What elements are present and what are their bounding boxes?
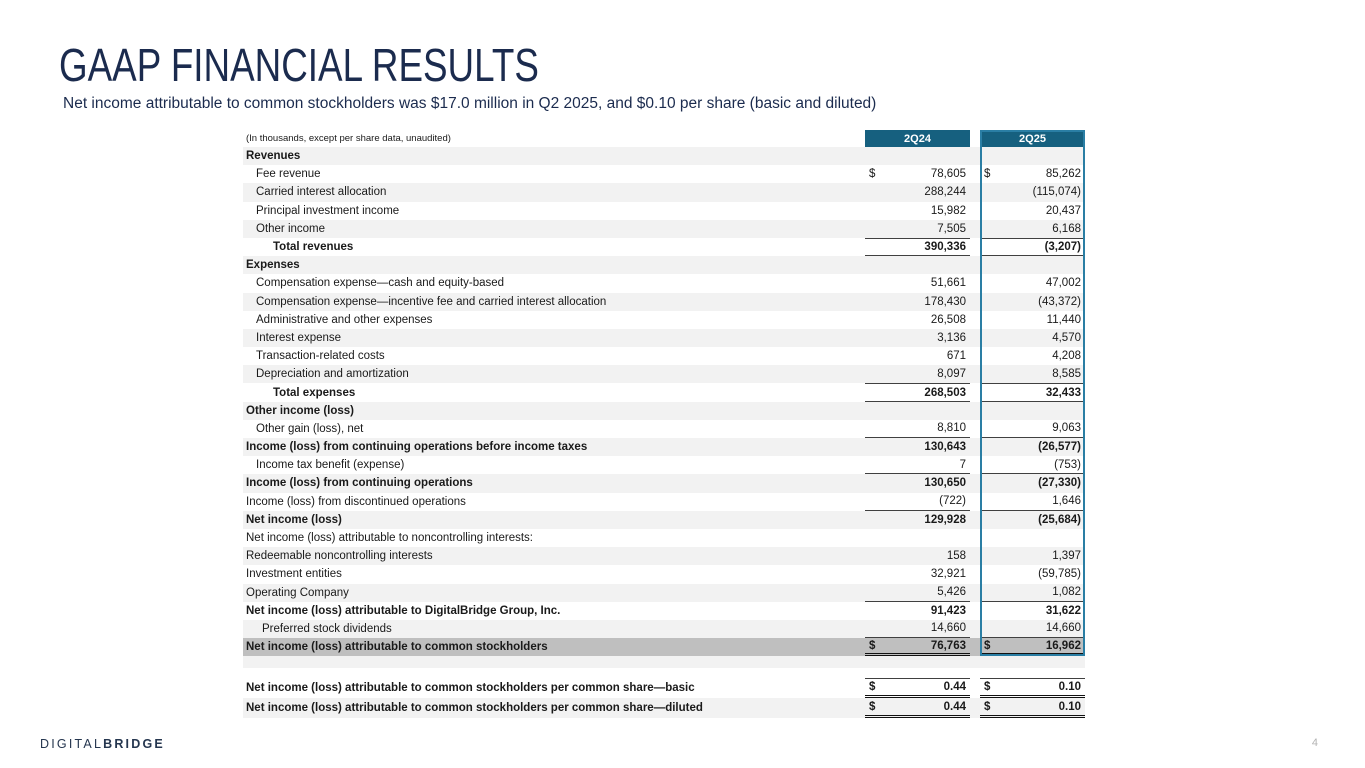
column-gap xyxy=(970,668,980,678)
value-cell-2q25 xyxy=(980,238,1085,256)
page-title xyxy=(59,39,659,91)
value-cell-2q24 xyxy=(865,311,970,329)
cell-value: 6,168 xyxy=(1052,222,1081,235)
cell-value: 8,585 xyxy=(1052,368,1081,381)
cell-value: (27,330) xyxy=(1038,477,1081,490)
column-gap xyxy=(970,220,980,238)
table-row xyxy=(243,165,1085,183)
value-cell-2q24 xyxy=(865,438,970,456)
column-gap xyxy=(970,529,980,547)
column-header-2q24: 2Q24 xyxy=(865,130,970,147)
column-gap xyxy=(970,698,980,718)
column-gap xyxy=(970,420,980,438)
column-gap xyxy=(970,165,980,183)
row-label: Compensation expense—cash and equity-based xyxy=(256,277,505,290)
column-gap xyxy=(970,656,980,668)
row-label: Net income (loss) attributable to DigitalBridge Group, Inc. xyxy=(246,604,561,617)
value-cell-2q25 xyxy=(980,347,1085,365)
column-gap xyxy=(970,638,980,656)
cell-value: 32,433 xyxy=(1045,386,1081,399)
logo-part-bridge: BRIDGE xyxy=(103,737,165,751)
cell-value: 91,423 xyxy=(930,604,966,617)
column-gap xyxy=(970,183,980,201)
value-cell-2q24 xyxy=(865,329,970,347)
row-label: Interest expense xyxy=(256,331,342,344)
row-label: Net income (loss) attributable to common stockholders xyxy=(246,641,548,654)
cell-value: (25,684) xyxy=(1038,513,1081,526)
value-cell-2q24 xyxy=(865,656,970,668)
row-label: Transaction-related costs xyxy=(256,350,385,363)
page-title-text: GAAP FINANCIAL RESULTS xyxy=(59,39,539,91)
row-label: Income tax benefit (expense) xyxy=(256,459,405,472)
cell-value: 3,136 xyxy=(937,331,966,344)
cell-value: 158 xyxy=(946,550,966,563)
cell-value: 129,928 xyxy=(924,513,966,526)
cell-value: (753) xyxy=(1054,458,1081,471)
cell-value: 20,437 xyxy=(1045,204,1081,217)
value-cell-2q24 xyxy=(865,678,970,698)
row-label: Income (loss) from continuing operations xyxy=(246,477,473,490)
table-row xyxy=(243,584,1085,602)
cell-value: 16,962 xyxy=(1045,639,1081,652)
value-cell-2q25 xyxy=(980,565,1085,583)
column-gap xyxy=(970,311,980,329)
column-gap xyxy=(970,678,980,698)
value-cell-2q24 xyxy=(865,511,970,529)
cell-value: 5,426 xyxy=(937,586,966,599)
value-cell-2q24 xyxy=(865,584,970,602)
column-gap xyxy=(970,547,980,565)
row-label: Depreciation and amortization xyxy=(256,368,409,381)
row-label: Administrative and other expenses xyxy=(256,313,433,326)
column-gap xyxy=(970,602,980,620)
value-cell-2q25 xyxy=(980,474,1085,492)
table-row xyxy=(243,493,1085,511)
table-row xyxy=(243,183,1085,201)
value-cell-2q25 xyxy=(980,438,1085,456)
value-cell-2q25 xyxy=(980,220,1085,238)
row-label: Net income (loss) attributable to common stockholders per common share—diluted xyxy=(246,702,703,715)
row-label: Net income (loss) attributable to noncontrolling interests: xyxy=(246,532,534,545)
cell-value: (722) xyxy=(939,495,966,508)
table-row xyxy=(243,638,1085,656)
value-cell-2q25 xyxy=(980,183,1085,201)
value-cell-2q24 xyxy=(865,347,970,365)
column-gap xyxy=(970,293,980,311)
row-label: Net income (loss) xyxy=(246,513,342,526)
value-cell-2q25 xyxy=(980,529,1085,547)
value-cell-2q25 xyxy=(980,668,1085,678)
table-row-spacer xyxy=(243,668,1085,678)
value-cell-2q24 xyxy=(865,183,970,201)
table-row xyxy=(243,383,1085,401)
value-cell-2q25 xyxy=(980,678,1085,698)
financial-table-body xyxy=(243,147,1085,718)
value-cell-2q24 xyxy=(865,638,970,656)
row-label: Other gain (loss), net xyxy=(256,422,364,435)
value-cell-2q25 xyxy=(980,165,1085,183)
cell-value: 8,097 xyxy=(937,368,966,381)
value-cell-2q25 xyxy=(980,638,1085,656)
column-gap xyxy=(970,347,980,365)
row-label: Total expenses xyxy=(273,386,356,399)
value-cell-2q25 xyxy=(980,365,1085,383)
table-row xyxy=(243,420,1085,438)
value-cell-2q24 xyxy=(865,256,970,274)
cell-value: 14,660 xyxy=(1045,622,1081,635)
row-label: Operating Company xyxy=(246,586,349,599)
cell-value: 671 xyxy=(946,350,966,363)
slide-subtitle: Net income attributable to common stockholders was $17.0 million in Q2 2025, and $0.10 per share (basic and diluted) xyxy=(63,95,877,112)
cell-value: 11,440 xyxy=(1046,313,1081,326)
cell-value: 51,661 xyxy=(930,277,966,290)
value-cell-2q24 xyxy=(865,547,970,565)
table-row xyxy=(243,402,1085,420)
value-cell-2q24 xyxy=(865,668,970,678)
page-number: 4 xyxy=(1311,737,1318,749)
value-cell-2q25 xyxy=(980,402,1085,420)
cell-value: 78,605 xyxy=(930,168,966,181)
row-label xyxy=(243,656,865,668)
value-cell-2q24 xyxy=(865,383,970,401)
column-gap xyxy=(970,456,980,474)
column-gap xyxy=(970,474,980,492)
value-cell-2q25 xyxy=(980,420,1085,438)
value-cell-2q24 xyxy=(865,529,970,547)
cell-value: 0.44 xyxy=(943,681,966,694)
cell-value: 178,430 xyxy=(924,295,966,308)
cell-value: 76,763 xyxy=(930,639,966,652)
row-label: Fee revenue xyxy=(256,168,321,181)
cell-value: 47,002 xyxy=(1045,277,1081,290)
value-cell-2q25 xyxy=(980,511,1085,529)
value-cell-2q25 xyxy=(980,620,1085,638)
cell-value: 0.10 xyxy=(1058,700,1081,713)
cell-value: 288,244 xyxy=(924,186,966,199)
column-gap xyxy=(970,329,980,347)
cell-value: (59,785) xyxy=(1038,568,1081,581)
table-row xyxy=(243,220,1085,238)
table-row xyxy=(243,529,1085,547)
value-cell-2q25 xyxy=(980,602,1085,620)
cell-value: (26,577) xyxy=(1038,441,1081,454)
row-label: Preferred stock dividends xyxy=(262,622,392,635)
value-cell-2q25 xyxy=(980,456,1085,474)
column-gap xyxy=(970,365,980,383)
value-cell-2q24 xyxy=(865,238,970,256)
currency-symbol: $ xyxy=(869,681,876,694)
value-cell-2q24 xyxy=(865,620,970,638)
table-row xyxy=(243,438,1085,456)
value-cell-2q24 xyxy=(865,202,970,220)
cell-value: 8,810 xyxy=(937,422,966,435)
row-label: Redeemable noncontrolling interests xyxy=(246,550,433,563)
row-label: Net income (loss) attributable to common stockholders per common share—basic xyxy=(246,682,695,695)
column-gap xyxy=(970,383,980,401)
currency-symbol: $ xyxy=(869,168,876,181)
cell-value: 0.10 xyxy=(1058,681,1081,694)
value-cell-2q24 xyxy=(865,456,970,474)
table-row xyxy=(243,311,1085,329)
column-gap xyxy=(970,511,980,529)
value-cell-2q25 xyxy=(980,547,1085,565)
cell-value: 390,336 xyxy=(924,241,966,254)
row-label: Total revenues xyxy=(273,241,354,254)
cell-value: 130,643 xyxy=(924,441,966,454)
value-cell-2q24 xyxy=(865,420,970,438)
table-row xyxy=(243,274,1085,292)
row-label: Revenues xyxy=(246,150,301,163)
value-cell-2q24 xyxy=(865,274,970,292)
currency-symbol: $ xyxy=(984,168,991,181)
column-gap xyxy=(970,274,980,292)
value-cell-2q24 xyxy=(865,293,970,311)
cell-value: 130,650 xyxy=(924,477,966,490)
value-cell-2q25 xyxy=(980,311,1085,329)
value-cell-2q25 xyxy=(980,256,1085,274)
table-row xyxy=(243,329,1085,347)
cell-value: 0.44 xyxy=(943,700,966,713)
cell-value: 85,262 xyxy=(1045,168,1081,181)
value-cell-2q24 xyxy=(865,493,970,511)
value-cell-2q25 xyxy=(980,383,1085,401)
value-cell-2q24 xyxy=(865,402,970,420)
cell-value: 4,208 xyxy=(1052,350,1081,363)
column-gap xyxy=(970,256,980,274)
digitalbridge-logo xyxy=(40,737,165,751)
cell-value: 14,660 xyxy=(930,622,966,635)
table-row xyxy=(243,547,1085,565)
value-cell-2q25 xyxy=(980,698,1085,718)
value-cell-2q24 xyxy=(865,365,970,383)
column-header-2q25: 2Q25 xyxy=(980,130,1085,147)
financial-table xyxy=(243,130,1085,718)
row-label: Compensation expense—incentive fee and carried interest allocation xyxy=(256,295,607,308)
cell-value: (115,074) xyxy=(1032,186,1081,199)
value-cell-2q25 xyxy=(980,293,1085,311)
row-label: Income (loss) from continuing operations before income taxes xyxy=(246,441,588,454)
currency-symbol: $ xyxy=(984,639,991,652)
row-label: Other income (loss) xyxy=(246,404,354,417)
table-row xyxy=(243,698,1085,718)
currency-symbol: $ xyxy=(869,700,876,713)
value-cell-2q25 xyxy=(980,493,1085,511)
cell-value: 268,503 xyxy=(924,386,966,399)
cell-value: 32,921 xyxy=(930,568,966,581)
column-gap xyxy=(970,493,980,511)
logo-part-digital: DIGITAL xyxy=(40,737,104,751)
cell-value: 4,570 xyxy=(1052,331,1081,344)
table-row xyxy=(243,293,1085,311)
column-gap xyxy=(970,402,980,420)
table-row xyxy=(243,256,1085,274)
column-gap xyxy=(970,238,980,256)
cell-value: (3,207) xyxy=(1044,241,1081,254)
table-row xyxy=(243,147,1085,165)
table-row xyxy=(243,474,1085,492)
row-label xyxy=(243,668,865,678)
cell-value: 26,508 xyxy=(930,313,966,326)
row-label: Income (loss) from discontinued operations xyxy=(246,495,466,508)
table-row xyxy=(243,678,1085,698)
value-cell-2q25 xyxy=(980,329,1085,347)
column-gap xyxy=(970,147,980,165)
column-gap xyxy=(970,438,980,456)
column-gap xyxy=(970,202,980,220)
table-row xyxy=(243,365,1085,383)
cell-value: 1,646 xyxy=(1052,495,1081,508)
table-row xyxy=(243,238,1085,256)
column-gap xyxy=(970,130,980,147)
table-row xyxy=(243,456,1085,474)
table-row xyxy=(243,565,1085,583)
row-label: Carried interest allocation xyxy=(256,186,387,199)
row-label: Other income xyxy=(256,222,326,235)
row-label: Principal investment income xyxy=(256,204,400,217)
value-cell-2q24 xyxy=(865,165,970,183)
currency-symbol: $ xyxy=(869,639,876,652)
column-gap xyxy=(970,620,980,638)
cell-value: 1,397 xyxy=(1052,550,1081,563)
row-label: Investment entities xyxy=(246,568,342,581)
table-row xyxy=(243,511,1085,529)
value-cell-2q24 xyxy=(865,220,970,238)
row-label: Expenses xyxy=(246,259,300,272)
table-row xyxy=(243,347,1085,365)
cell-value: 15,982 xyxy=(930,204,966,217)
cell-value: 1,082 xyxy=(1052,586,1081,599)
value-cell-2q24 xyxy=(865,565,970,583)
value-cell-2q25 xyxy=(980,584,1085,602)
cell-value: 31,622 xyxy=(1045,604,1081,617)
value-cell-2q25 xyxy=(980,202,1085,220)
table-header-row xyxy=(243,130,1085,147)
value-cell-2q25 xyxy=(980,147,1085,165)
table-note: (In thousands, except per share data, unaudited) xyxy=(246,133,451,144)
value-cell-2q25 xyxy=(980,274,1085,292)
value-cell-2q24 xyxy=(865,602,970,620)
value-cell-2q24 xyxy=(865,474,970,492)
value-cell-2q24 xyxy=(865,147,970,165)
cell-value: 9,063 xyxy=(1052,422,1081,435)
cell-value: 7,505 xyxy=(937,222,966,235)
column-gap xyxy=(970,565,980,583)
table-row-spacer xyxy=(243,656,1085,668)
currency-symbol: $ xyxy=(984,681,991,694)
table-row xyxy=(243,620,1085,638)
value-cell-2q25 xyxy=(980,656,1085,668)
cell-value: 7 xyxy=(959,458,966,471)
column-gap xyxy=(970,584,980,602)
cell-value: (43,372) xyxy=(1038,295,1081,308)
value-cell-2q24 xyxy=(865,698,970,718)
table-row xyxy=(243,602,1085,620)
currency-symbol: $ xyxy=(984,700,991,713)
table-row xyxy=(243,202,1085,220)
